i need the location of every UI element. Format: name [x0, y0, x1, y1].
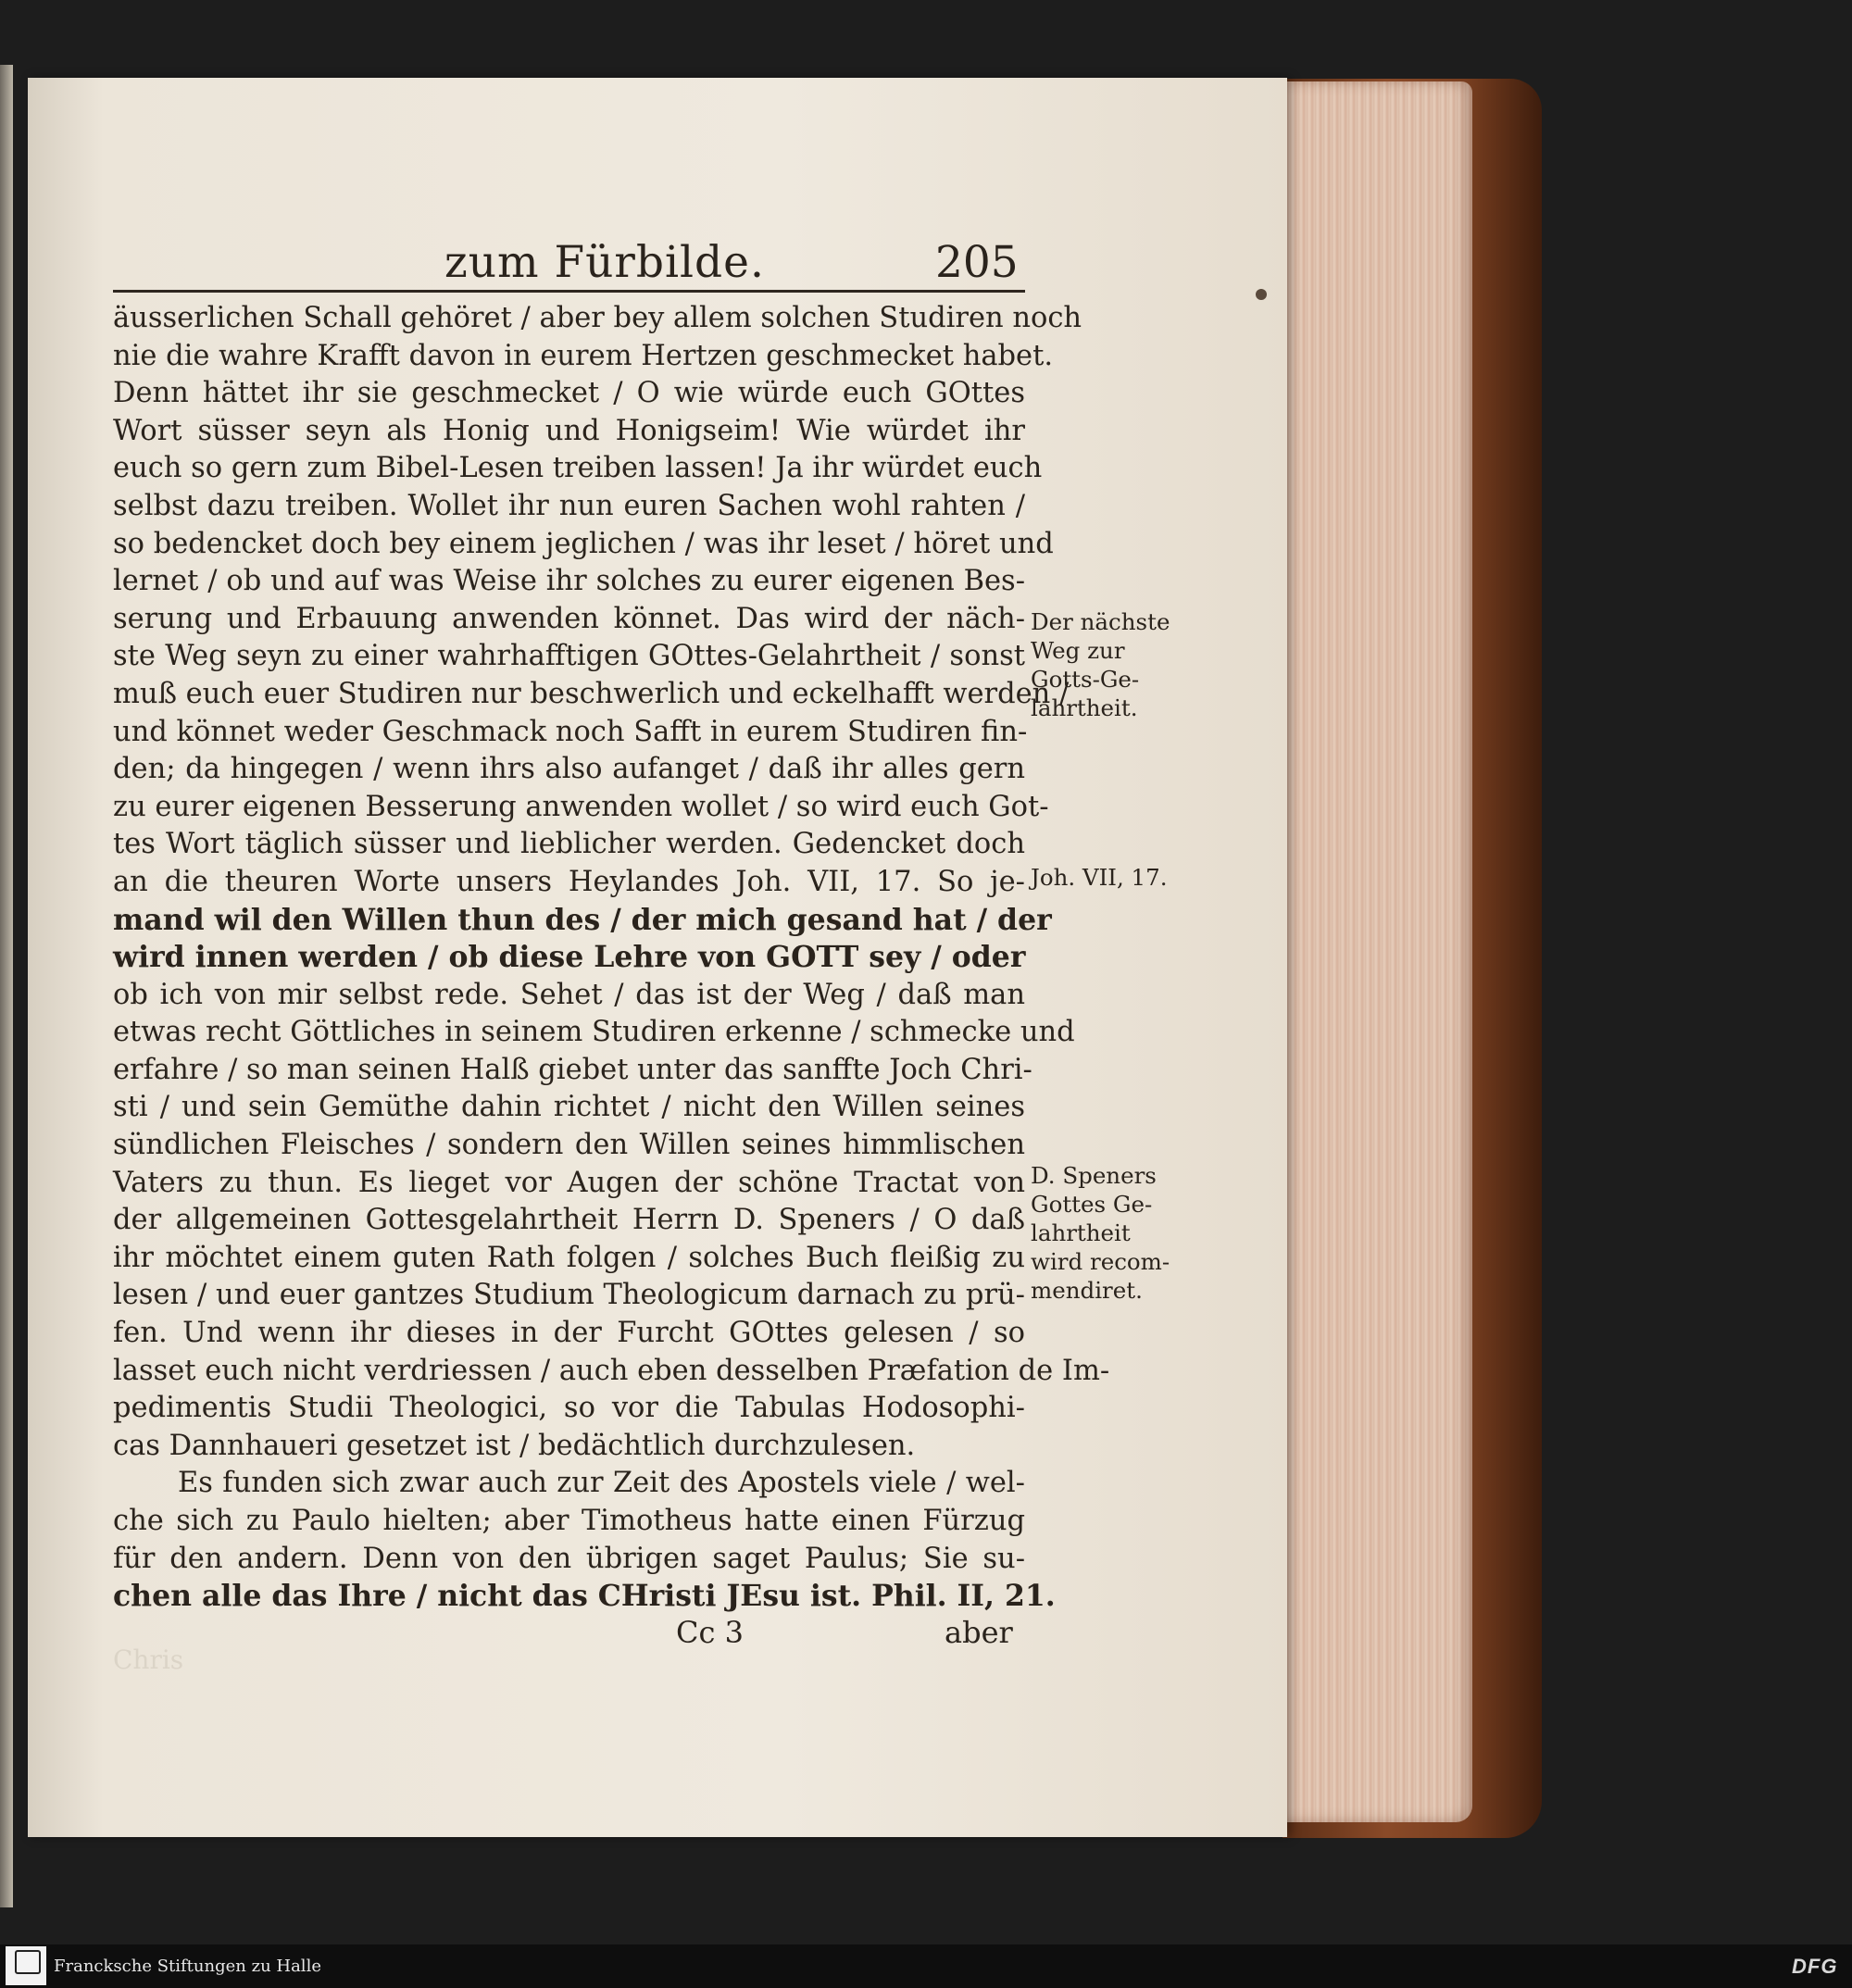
text-line: erfahre / so man seinen Halß giebet unter das sanffte Joch Chri- — [113, 1053, 1032, 1086]
institution-crest-icon — [15, 1950, 41, 1974]
scripture-quote-line: chen alle das Ihre / nicht das CHristi JEsu ist. Phil. II, 21. — [113, 1579, 1056, 1614]
text-line: ihr möchtet einem guten Rath folgen / solches Buch fleißig zu — [113, 1241, 1025, 1274]
text-line: sündlichen Fleisches / sondern den Willen seines himmlischen — [113, 1129, 1025, 1162]
text-line: pedimentis Studii Theologici, so vor die Tabulas Hodosophi- — [113, 1392, 1025, 1425]
margin-note-line: wird recom- — [1031, 1248, 1170, 1275]
text-line: tes Wort täglich süsser und lieblicher werden. Gedencket doch — [113, 828, 1025, 861]
text-line: an die theuren Worte unsers Heylandes Joh. VII, 17. So je- — [113, 865, 1025, 898]
text-line: äusserlichen Schall gehöret / aber bey allem solchen Studiren noch — [113, 302, 1082, 334]
margin-note-line: Gotts-Ge- — [1031, 666, 1140, 693]
dfg-logo[interactable]: DFG — [1792, 1955, 1838, 1978]
text-line: Vaters zu thun. Es lieget vor Augen der schöne Tractat von — [113, 1166, 1025, 1199]
margin-note-line: D. Speners — [1031, 1162, 1157, 1189]
text-line: nie die wahre Krafft davon in eurem Hertzen geschmecket habet. — [113, 339, 1054, 372]
institution-logo[interactable] — [6, 1946, 46, 1985]
margin-note-line: mendiret. — [1031, 1277, 1143, 1304]
text-line: lernet / ob und auf was Weise ihr solches zu eurer eigenen Bes- — [113, 565, 1025, 598]
text-line: lasset euch nicht verdriessen / auch eben desselben Præfation de Im- — [113, 1354, 1110, 1387]
text-line: Wort süsser seyn als Honig und Honigseim! Wie würdet ihr — [113, 414, 1025, 447]
page-edges — [1273, 81, 1472, 1822]
running-title: zum Fürbilde. — [444, 237, 765, 288]
text-line: so bedencket doch bey einem jeglichen / was ihr leset / höret und — [113, 527, 1054, 560]
header-rule — [113, 290, 1025, 293]
text-line: und könnet weder Geschmack noch Safft in eurem Studiren fin- — [113, 715, 1028, 748]
scripture-quote-line: wird innen werden / ob diese Lehre von GOTT sey / oder — [113, 940, 1026, 975]
previous-page-edge — [0, 65, 13, 1907]
signature-mark: Cc 3 — [676, 1615, 744, 1650]
institution-name[interactable]: Francksche Stiftungen zu Halle — [54, 1957, 321, 1976]
margin-note-spener — [1031, 1161, 1170, 1305]
text-line: selbst dazu treiben. Wollet ihr nun euren Sachen wohl rahten / — [113, 489, 1025, 522]
text-line: serung und Erbauung anwenden könnet. Das wird der näch- — [113, 602, 1025, 635]
margin-note-scripture-reference — [1031, 863, 1168, 892]
text-line: sti / und sein Gemüthe dahin richtet / nicht den Willen seines — [113, 1091, 1025, 1124]
bleed-through-text: Chris — [113, 1644, 184, 1675]
text-line: Denn hättet ihr sie geschmecket / O wie würde euch GOttes — [113, 377, 1025, 410]
text-line: ob ich von mir selbst rede. Sehet / das ist der Weg / daß man — [113, 978, 1025, 1011]
margin-note-nearest-way — [1031, 607, 1170, 722]
margin-note-line: Weg zur — [1031, 637, 1125, 664]
text-line: etwas recht Göttliches in seinem Studiren erkenne / schmecke und — [113, 1016, 1075, 1049]
text-line: euch so gern zum Bibel-Lesen treiben lassen! Ja ihr würdet euch — [113, 452, 1043, 485]
text-line: Es funden sich zwar auch zur Zeit des Apostels viele / wel- — [178, 1467, 1025, 1500]
text-line: ste Weg seyn zu einer wahrhafftigen GOttes-Gelahrtheit / sonst — [113, 640, 1025, 673]
margin-note-line: Joh. VII, 17. — [1031, 864, 1168, 891]
text-line: lesen / und euer gantzes Studium Theologicum darnach zu prü- — [113, 1279, 1025, 1312]
text-line: der allgemeinen Gottesgelahrtheit Herrn D. Speners / O daß — [113, 1204, 1025, 1237]
text-line: cas Dannhaueri gesetzet ist / bedächtlich durchzulesen. — [113, 1429, 916, 1462]
margin-note-line: Gottes Ge- — [1031, 1191, 1153, 1218]
paper-hole — [1256, 289, 1267, 300]
text-line: che sich zu Paulo hielten; aber Timotheus hatte einen Fürzug — [113, 1505, 1025, 1537]
text-line: für den andern. Denn von den übrigen saget Paulus; Sie su- — [113, 1542, 1025, 1575]
margin-note-line: Der nächste — [1031, 608, 1170, 635]
margin-note-line: lahrtheit — [1031, 1219, 1131, 1246]
book-page — [28, 78, 1287, 1837]
page-number: 205 — [935, 237, 1019, 288]
text-line: muß euch euer Studiren nur beschwerlich und eckelhafft werden / — [113, 677, 1070, 710]
catchword: aber — [945, 1615, 1013, 1650]
scripture-quote-line: mand wil den Willen thun des / der mich gesand hat / der — [113, 902, 1052, 937]
margin-note-line: lahrtheit. — [1031, 694, 1138, 721]
text-line: zu eurer eigenen Besserung anwenden wollet / so wird euch Got- — [113, 790, 1049, 823]
text-line: den; da hingegen / wenn ihrs also aufanget / daß ihr alles gern — [113, 753, 1025, 786]
text-line: fen. Und wenn ihr dieses in der Furcht GOttes gelesen / so — [113, 1317, 1025, 1350]
